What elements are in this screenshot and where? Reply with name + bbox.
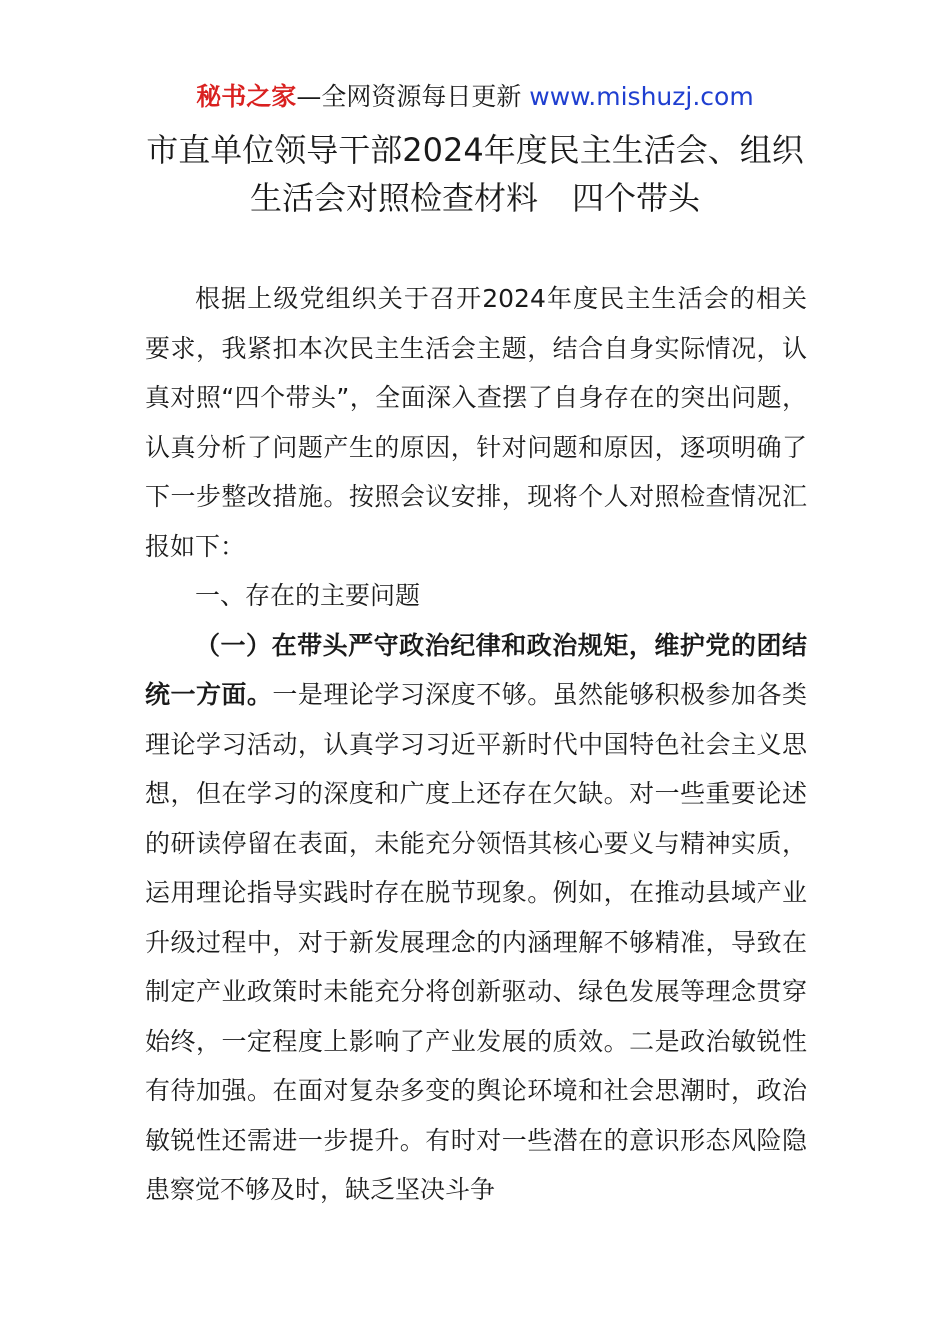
intro-paragraph: 根据上级党组织关于召开2024年度民主生活会的相关要求，我紧扣本次民主生活会主题，结合自身实际情况，认真对照“四个带头”，全面深入查摆了自身存在的突出问题，认真分析了问题产生的原因，针对问题和原因，逐项明确了下一步整改措施。按照会议安排，现将个人对照检查情况汇报如下：: [145, 284, 807, 561]
subsection-paragraph: [145, 621, 807, 1215]
site-brand: 秘书之家: [196, 82, 297, 111]
subsection-heading: （一）在带头严守政治纪律和政治规矩，维护党的团结统一方面。: [145, 630, 807, 709]
header-tagline: 全网资源每日更新: [321, 82, 530, 111]
site-url-link[interactable]: www.mishuzj.com: [529, 82, 754, 111]
title-line-2-main: 生活会对照检查材料: [249, 179, 538, 217]
title-line-2-suffix: 四个带头: [572, 179, 701, 217]
site-header: [0, 80, 950, 114]
header-dash: —: [296, 82, 322, 111]
subsection-text: 一是理论学习深度不够。虽然能够积极参加各类理论学习活动，认真学习习近平新时代中国特色社会主义思想，但在学习的深度和广度上还存在欠缺。对一些重要论述的研读停留在表面，未能充分领悟其核心要义与精神实质，运用理论指导实践时存在脱节现象。例如，在推动县域产业升级过程中，对于新发展理念的内涵理解不够精准，导致在制定产业政策时未能充分将创新驱动、绿色发展等理念贯穿始终，一定程度上影响了产业发展的质效。二是政治敏锐性有待加强。在面对复杂多变的舆论环境和社会思潮时，政治敏锐性还需进一步提升。有时对一些潜在的意识形态风险隐患察觉不够及时，缺乏坚决斗争: [145, 680, 807, 1204]
section-heading: 一、存在的主要问题: [195, 581, 421, 610]
document-title: [120, 126, 830, 222]
title-line-1: 市直单位领导干部2024年度民主生活会、组织: [146, 131, 804, 169]
title-line-2: [120, 174, 830, 222]
document-body: [145, 274, 807, 1215]
